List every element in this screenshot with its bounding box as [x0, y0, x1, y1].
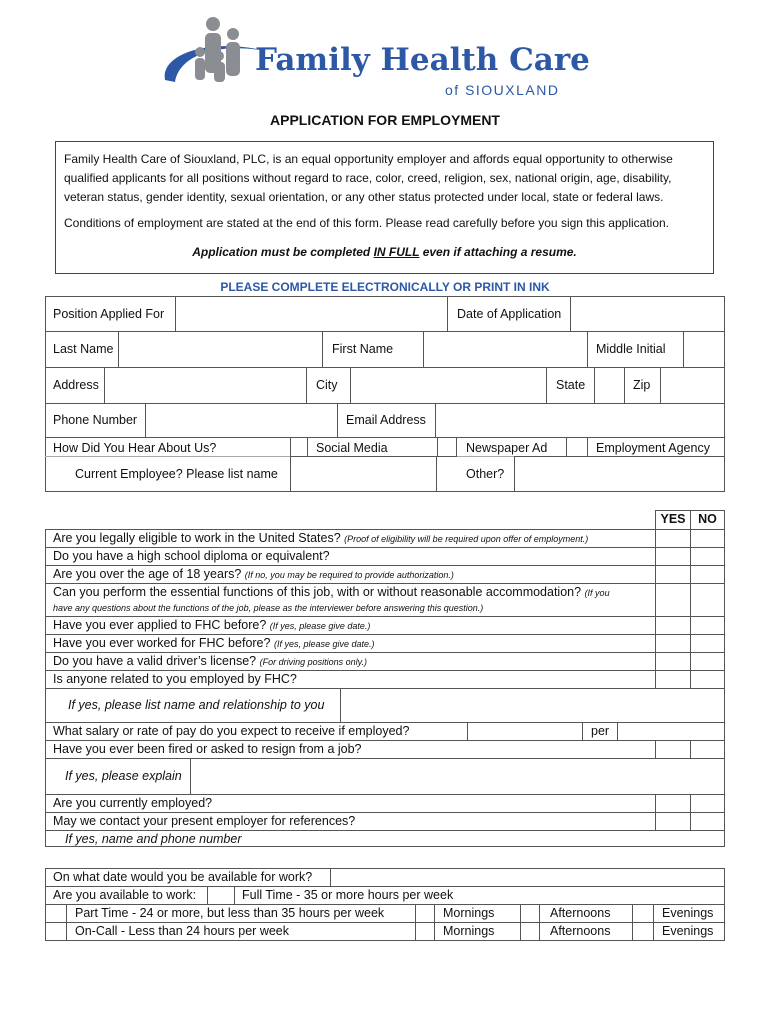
q-essential-yes[interactable] — [656, 584, 690, 616]
q-eligible-text: Are you legally eligible to work in the United States? — [53, 531, 341, 545]
part-time-evenings-checkbox[interactable] — [632, 904, 654, 923]
q-over-18-note: (If no, you may be required to provide authorization.) — [244, 570, 454, 580]
first-name-label: First Name — [332, 342, 394, 356]
address-label: Address — [53, 378, 99, 392]
part-time-evenings-label: Evenings — [662, 906, 714, 920]
q-employed-yes[interactable] — [656, 795, 690, 812]
on-call-checkbox[interactable] — [45, 922, 67, 941]
on-call-evenings-checkbox[interactable] — [632, 922, 654, 941]
conditions-note: Conditions of employment are stated at the end of this form. Please read carefully before you sign this application. — [64, 216, 670, 230]
yes-label: YES — [660, 512, 686, 526]
part-time-afternoons-label: Afternoons — [550, 906, 611, 920]
q-worked-yes[interactable] — [656, 635, 690, 652]
q-eligible — [53, 531, 588, 545]
q-eligible-yes[interactable] — [656, 530, 690, 547]
position-label: Position Applied For — [53, 307, 165, 321]
on-call-afternoons-label: Afternoons — [550, 924, 611, 938]
q-fired: Have you ever been fired or asked to resign from a job? — [53, 742, 362, 756]
page-title: APPLICATION FOR EMPLOYMENT — [270, 112, 500, 128]
on-call-mornings-checkbox[interactable] — [415, 922, 435, 941]
q-applied-note: (If yes, please give date.) — [269, 621, 371, 631]
req-text-1: Application must be completed — [192, 245, 374, 259]
phone-label: Phone Number — [53, 413, 138, 427]
q-worked-before — [53, 636, 375, 650]
q-related-yes[interactable] — [656, 671, 690, 688]
first-name-input[interactable] — [423, 331, 588, 368]
q-over-18 — [53, 567, 454, 581]
position-input[interactable] — [175, 296, 448, 332]
social-media-label: Social Media — [316, 441, 388, 455]
q-essential-note-2: have any questions about the functions of the job, please as the interviewer before answering this question.) — [53, 603, 484, 613]
q-over-18-text: Are you over the age of 18 years? — [53, 567, 242, 581]
q-related-followup-label: If yes, please list name and relationship to you — [68, 698, 325, 712]
q-worked-note: (If yes, please give date.) — [273, 639, 375, 649]
last-name-label: Last Name — [53, 342, 114, 356]
agency-label: Employment Agency — [596, 441, 710, 455]
ink-instruction: PLEASE COMPLETE ELECTRONICALLY OR PRINT IN INK — [220, 280, 550, 294]
email-input[interactable] — [435, 403, 725, 438]
logo — [155, 12, 590, 102]
zip-input[interactable] — [660, 367, 725, 404]
q-license-text: Do you have a valid driver’s license? — [53, 654, 257, 668]
q-applied-before — [53, 618, 370, 632]
date-of-application-label: Date of Application — [457, 307, 562, 321]
current-employee-input[interactable] — [290, 456, 437, 492]
q-worked-no[interactable] — [691, 635, 725, 652]
q-applied-no[interactable] — [691, 617, 725, 634]
q-eligible-note: (Proof of eligibility will be required upon offer of employment.) — [344, 534, 589, 544]
q-fired-followup-label: If yes, please explain — [65, 769, 182, 783]
newspaper-label: Newspaper Ad — [466, 441, 548, 455]
q-applied-yes[interactable] — [656, 617, 690, 634]
eeo-notice-box — [55, 141, 714, 274]
phone-input[interactable] — [145, 403, 338, 438]
city-input[interactable] — [350, 367, 547, 404]
q-contact-followup-input[interactable] — [250, 831, 725, 847]
other-input[interactable] — [514, 456, 725, 492]
hear-about-label: How Did You Hear About Us? — [53, 441, 217, 455]
q-license-no[interactable] — [691, 653, 725, 670]
req-text-2: even if attaching a resume. — [419, 245, 577, 259]
state-label: State — [556, 378, 586, 392]
q-diploma-no[interactable] — [691, 548, 725, 565]
available-to-work-label: Are you available to work: — [53, 888, 197, 902]
q-salary-input[interactable] — [467, 722, 583, 741]
q-contact-followup-label: If yes, name and phone number — [65, 832, 242, 846]
q-over-18-no[interactable] — [691, 566, 725, 583]
available-date-input[interactable] — [330, 868, 725, 887]
state-input[interactable] — [594, 367, 625, 404]
full-time-checkbox[interactable] — [207, 886, 235, 905]
q-eligible-no[interactable] — [691, 530, 725, 547]
on-call-mornings-label: Mornings — [443, 924, 495, 938]
q-over-18-yes[interactable] — [656, 566, 690, 583]
q-related: Is anyone related to you employed by FHC? — [53, 672, 297, 686]
q-applied-text: Have you ever applied to FHC before? — [53, 618, 267, 632]
date-of-application-input[interactable] — [570, 296, 725, 332]
q-fired-yes[interactable] — [656, 741, 690, 758]
part-time-mornings-label: Mornings — [443, 906, 495, 920]
logo-subname: of SIOUXLAND — [445, 82, 560, 98]
q-contact-no[interactable] — [691, 813, 725, 830]
on-call-label: On-Call - Less than 24 hours per week — [75, 924, 289, 938]
q-essential-functions — [53, 585, 610, 599]
q-essential-note-1: (If you — [584, 588, 610, 598]
city-label: City — [316, 378, 338, 392]
q-diploma-yes[interactable] — [656, 548, 690, 565]
part-time-afternoons-checkbox[interactable] — [520, 904, 540, 923]
q-drivers-license — [53, 654, 367, 668]
on-call-afternoons-checkbox[interactable] — [520, 922, 540, 941]
q-currently-employed: Are you currently employed? — [53, 796, 213, 810]
other-label: Other? — [466, 467, 505, 481]
part-time-checkbox[interactable] — [45, 904, 67, 923]
on-call-evenings-label: Evenings — [662, 924, 714, 938]
complete-in-full-note — [56, 245, 713, 259]
address-input[interactable] — [104, 367, 307, 404]
q-employed-no[interactable] — [691, 795, 725, 812]
q-related-no[interactable] — [691, 671, 725, 688]
full-time-label: Full Time - 35 or more hours per week — [242, 888, 454, 902]
q-related-followup-input[interactable] — [340, 688, 725, 723]
q-fired-no[interactable] — [691, 741, 725, 758]
q-salary: What salary or rate of pay do you expect to receive if employed? — [53, 724, 410, 738]
q-worked-text: Have you ever worked for FHC before? — [53, 636, 271, 650]
q-fired-followup-input[interactable] — [190, 758, 725, 795]
email-label: Email Address — [346, 413, 426, 427]
no-label: NO — [698, 512, 717, 526]
last-name-input[interactable] — [118, 331, 323, 368]
newspaper-checkbox[interactable] — [437, 437, 457, 457]
logo-name: Family Health Care — [255, 42, 590, 78]
eeo-statement: Family Health Care of Siouxland, PLC, is an equal opportunity employer and affords equal opportunity to otherwise qualified applicants for all positions without regard to race, color, creed, religion, sex, national origin, age, disability, veteran status, gender identity, sexual orientation, or any other status protected under local, state or federal laws. — [64, 152, 673, 204]
social-media-checkbox[interactable] — [290, 437, 308, 457]
q-contact-employer: May we contact your present employer for references? — [53, 814, 356, 828]
q-license-note: (For driving positions only.) — [259, 657, 367, 667]
q-diploma: Do you have a high school diploma or equivalent? — [53, 549, 330, 563]
agency-checkbox[interactable] — [566, 437, 588, 457]
q-contact-yes[interactable] — [656, 813, 690, 830]
part-time-mornings-checkbox[interactable] — [415, 904, 435, 923]
part-time-label: Part Time - 24 or more, but less than 35 hours per week — [75, 906, 385, 920]
middle-initial-label: Middle Initial — [596, 342, 666, 356]
q-essential-no[interactable] — [691, 584, 725, 616]
current-employee-label: Current Employee? Please list name — [75, 467, 278, 481]
req-text-em: IN FULL — [373, 245, 420, 259]
middle-initial-input[interactable] — [683, 331, 725, 368]
zip-label: Zip — [633, 378, 651, 392]
q-license-yes[interactable] — [656, 653, 690, 670]
q-salary-per-label: per — [591, 724, 610, 738]
available-date-label: On what date would you be available for work? — [53, 870, 313, 884]
q-essential-text: Can you perform the essential functions of this job, with or without reasonable accommodation? — [53, 585, 582, 599]
q-salary-per-input[interactable] — [617, 722, 725, 741]
